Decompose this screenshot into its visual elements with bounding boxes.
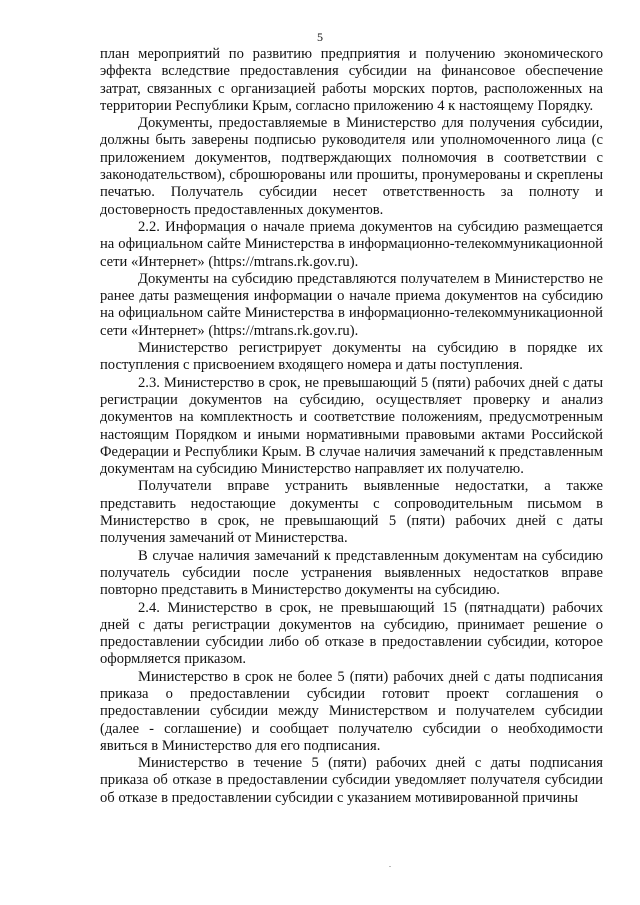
paragraph-recipients-rights: Получатели вправе устранить выявленные недостатки, а также представить недостающие документы с сопроводительным письмом в Министерство в срок, не превышающий 5 (пяти) рабочих дней с даты получения замечаний от Министерства. [100, 478, 603, 547]
paragraph-2-4-decision: 2.4. Министерство в срок, не превышающий 15 (пятнадцати) рабочих дней с даты регистрации документов на субсидию, принимает решение о предоставлении субсидии либо об отказе в предоставлении субсидии, которое оформляется приказом. [100, 599, 603, 668]
paragraph-2-2-information: 2.2. Информация о начале приема документов на субсидию размещается на официальном сайте Министерства в информационно-телекоммуникационной сети «Интернет» (https://mtrans.rk.gov.ru). [100, 218, 603, 270]
paragraph-documents-certification: Документы, предоставляемые в Министерство для получения субсидии, должны быть заверены подписью руководителя или уполномоченного лица (с приложением документов, подтверждающих полномочия в соответствии с законодательством), сброшюрованы или прошиты, пронумерованы и скреплены печатью. Получатель субсидии несет ответственность за полноту и достоверность предоставленных документов. [100, 115, 603, 218]
document-body [100, 46, 603, 807]
scan-speck [389, 866, 391, 867]
paragraph-agreement-preparation: Министерство в срок не более 5 (пяти) рабочих дней с даты подписания приказа о предоставлении субсидии готовит проект соглашения о предоставлении субсидии между Министерством и получателем субсидии (далее - соглашение) и сообщает получателю субсидии о необходимости явиться в Министерство для его подписания. [100, 668, 603, 754]
paragraph-resubmission: В случае наличия замечаний к представленным документам на субсидию получатель субсидии после устранения выявленных недостатков вправе повторно представить в Министерство документы на субсидию. [100, 547, 603, 599]
paragraph-plan-continuation: план мероприятий по развитию предприятия и получению экономического эффекта вследствие предоставления субсидии на финансовое обеспечение затрат, связанных с организацией работы морских портов, расположенных на территории Республики Крым, согласно приложению 4 к настоящему Порядку. [100, 46, 603, 114]
page-number: 5 [317, 30, 323, 44]
paragraph-refusal-notice: Министерство в течение 5 (пяти) рабочих дней с даты подписания приказа об отказе в предоставлении субсидии уведомляет получателя субсидии об отказе в предоставлении субсидии с указанием мотивированной причины [100, 755, 603, 806]
paragraph-documents-submission: Документы на субсидию представляются получателем в Министерство не ранее даты размещения информации о начале приема документов на субсидию на официальном сайте Министерства в информационно-телекоммуникационной сети «Интернет» (https://mtrans.rk.gov.ru). [100, 270, 603, 339]
paragraph-registration: Министерство регистрирует документы на субсидию в порядке их поступления с присвоением входящего номера и даты поступления. [100, 340, 603, 374]
paragraph-2-3-verification: 2.3. Министерство в срок, не превышающий 5 (пяти) рабочих дней с даты регистрации документов на субсидию, осуществляет проверку и анализ документов на комплектность и соответствие положениям, предусмотренным настоящим Порядком и иными нормативными правовыми актами Российской Федерации и Республики Крым. В случае наличия замечаний к представленным документам на субсидию Министерство направляет их получателю. [100, 374, 603, 478]
